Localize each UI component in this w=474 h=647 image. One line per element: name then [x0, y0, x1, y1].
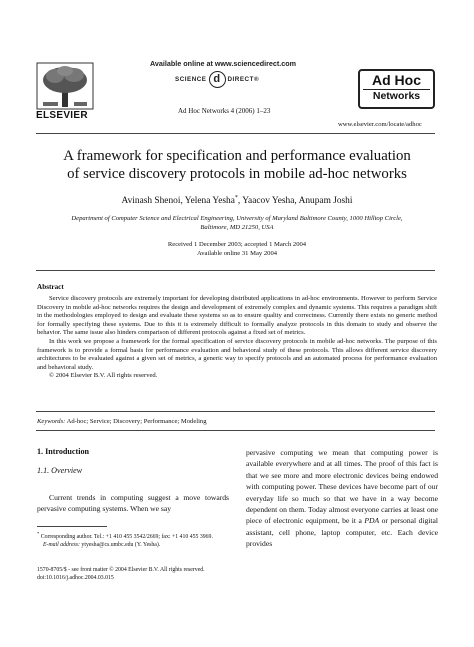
left-column-paragraph: Current trends in computing suggest a move towards pervasive computing systems. When we say — [37, 493, 229, 514]
journal-logo-line2: Networks — [363, 89, 430, 103]
title-line-2: of service discovery protocols in mobile ad-hoc networks — [67, 165, 407, 182]
journal-reference: Ad Hoc Networks 4 (2006) 1–23 — [178, 107, 271, 115]
sciencedirect-at-icon: d — [209, 71, 226, 88]
footnote-divider — [37, 526, 107, 527]
available-online-text: Available online at www.sciencedirect.com — [150, 59, 297, 68]
subsection-heading: 1.1. Overview — [37, 466, 83, 475]
corresponding-author-text: Corresponding author. Tel.: +1 410 455 3542/2669; fax: +1 410 455 3969. — [39, 533, 213, 540]
affiliation-line-1: Department of Computer Science and Electrical Engineering, University of Maryland Baltimore County, 1000 Hilltop Circle, — [71, 215, 403, 222]
keywords-top-divider — [36, 411, 435, 412]
email-address: ytyesha@cs.umbc.edu (Y. Yesha). — [79, 541, 161, 548]
elsevier-tree-logo — [36, 62, 94, 110]
journal-logo — [358, 69, 435, 109]
affiliation-line-2: Baltimore, MD 21250, USA — [200, 223, 274, 231]
received-date: Received 1 December 2003; accepted 1 March 2004 — [167, 241, 307, 248]
footnote-mark: * — [37, 531, 40, 536]
article-dates — [20, 241, 454, 258]
email-label: E-mail address: — [43, 541, 80, 548]
author-list — [20, 195, 454, 206]
publisher-name: ELSEVIER — [36, 110, 88, 121]
abstract-copyright: © 2004 Elsevier B.V. All rights reserved. — [49, 372, 158, 380]
sciencedirect-logo-right: DIRECT® — [227, 76, 260, 83]
right-text-after-pda: or personal digital assistant, cell phone, laptop computer, etc. Each device provides — [246, 516, 438, 549]
available-date: Available online 31 May 2004 — [196, 249, 278, 257]
section-heading: 1. Introduction — [37, 447, 90, 456]
corresponding-author-note — [37, 530, 229, 542]
journal-logo-line1: Ad Hoc — [372, 72, 421, 88]
article-title — [20, 148, 454, 183]
doi-line: doi:10.1016/j.adhoc.2004.03.015 — [37, 574, 114, 581]
right-column-paragraph — [246, 447, 438, 550]
abstract-top-divider — [36, 270, 435, 271]
affiliation — [70, 215, 404, 232]
authors-rest: , Yaacov Yesha, Anupam Joshi — [237, 196, 353, 207]
journal-url: www.elsevier.com/locate/adhoc — [338, 121, 422, 128]
abstract-paragraph-1: Service discovery protocols are extremely important for developing distributed applications in ad-hoc environments. However to perform Service Discovery in mobile ad-hoc networks requires the design and development of extremely complex and dynamic systems. This requires a paradigm shift in the methodologies employed to design and evaluate these systems so as to ensure quality and correctness. Currently there exists no generic method for formally specifying these systems. Due to this it is extremely difficult to formally analyze protocols in this domain to study and observe the behavior. The same issue also hinders comparison of different protocols against a fixed set of metrics. — [37, 295, 437, 337]
pda-term: PDA — [364, 516, 380, 526]
keywords-bottom-divider — [36, 430, 435, 431]
author-footnote-mark: * — [234, 195, 238, 201]
footnote — [37, 530, 229, 549]
issn-line: 1570-8705/$ - see front matter © 2004 Elsevier B.V. All rights reserved. — [37, 567, 205, 573]
abstract-body — [37, 295, 437, 381]
abstract-heading: Abstract — [37, 283, 64, 291]
sciencedirect-logo-left: SCIENCE — [175, 76, 207, 83]
keywords-list: Ad-hoc; Service; Discovery; Performance; Modeling — [65, 418, 207, 425]
authors-first: Avinash Shenoi, Yelena Yesha — [121, 196, 235, 207]
right-text-before-pda: pervasive computing we mean that computing power is available everywhere and at all times. The proof of this fact is that we see more and more electronic devices being endowed with computing power. These devices have become part of our everyday life so much so that we have in a way become dependent on them. Today almost everyone carries at least one piece of electronic equipment, be it a — [246, 448, 438, 526]
abstract-paragraph-2: In this work we propose a framework for the formal specification of service discovery protocols in mobile ad-hoc networks. The purpose of this framework is to provide a formal basis for performance evaluation and behavioral study of these protocols. This allows different service discovery architectures to be evaluated against a given set of metrics, a generic way to specify protocols and an automated process for performance evaluation and behavioral study. — [37, 337, 437, 371]
header-divider — [36, 133, 435, 134]
sciencedirect-logo — [175, 71, 259, 88]
keywords-label: Keywords: — [37, 418, 66, 425]
title-line-1: A framework for specification and performance evaluation — [63, 148, 411, 164]
front-matter-info — [37, 567, 205, 582]
keywords — [37, 418, 207, 425]
